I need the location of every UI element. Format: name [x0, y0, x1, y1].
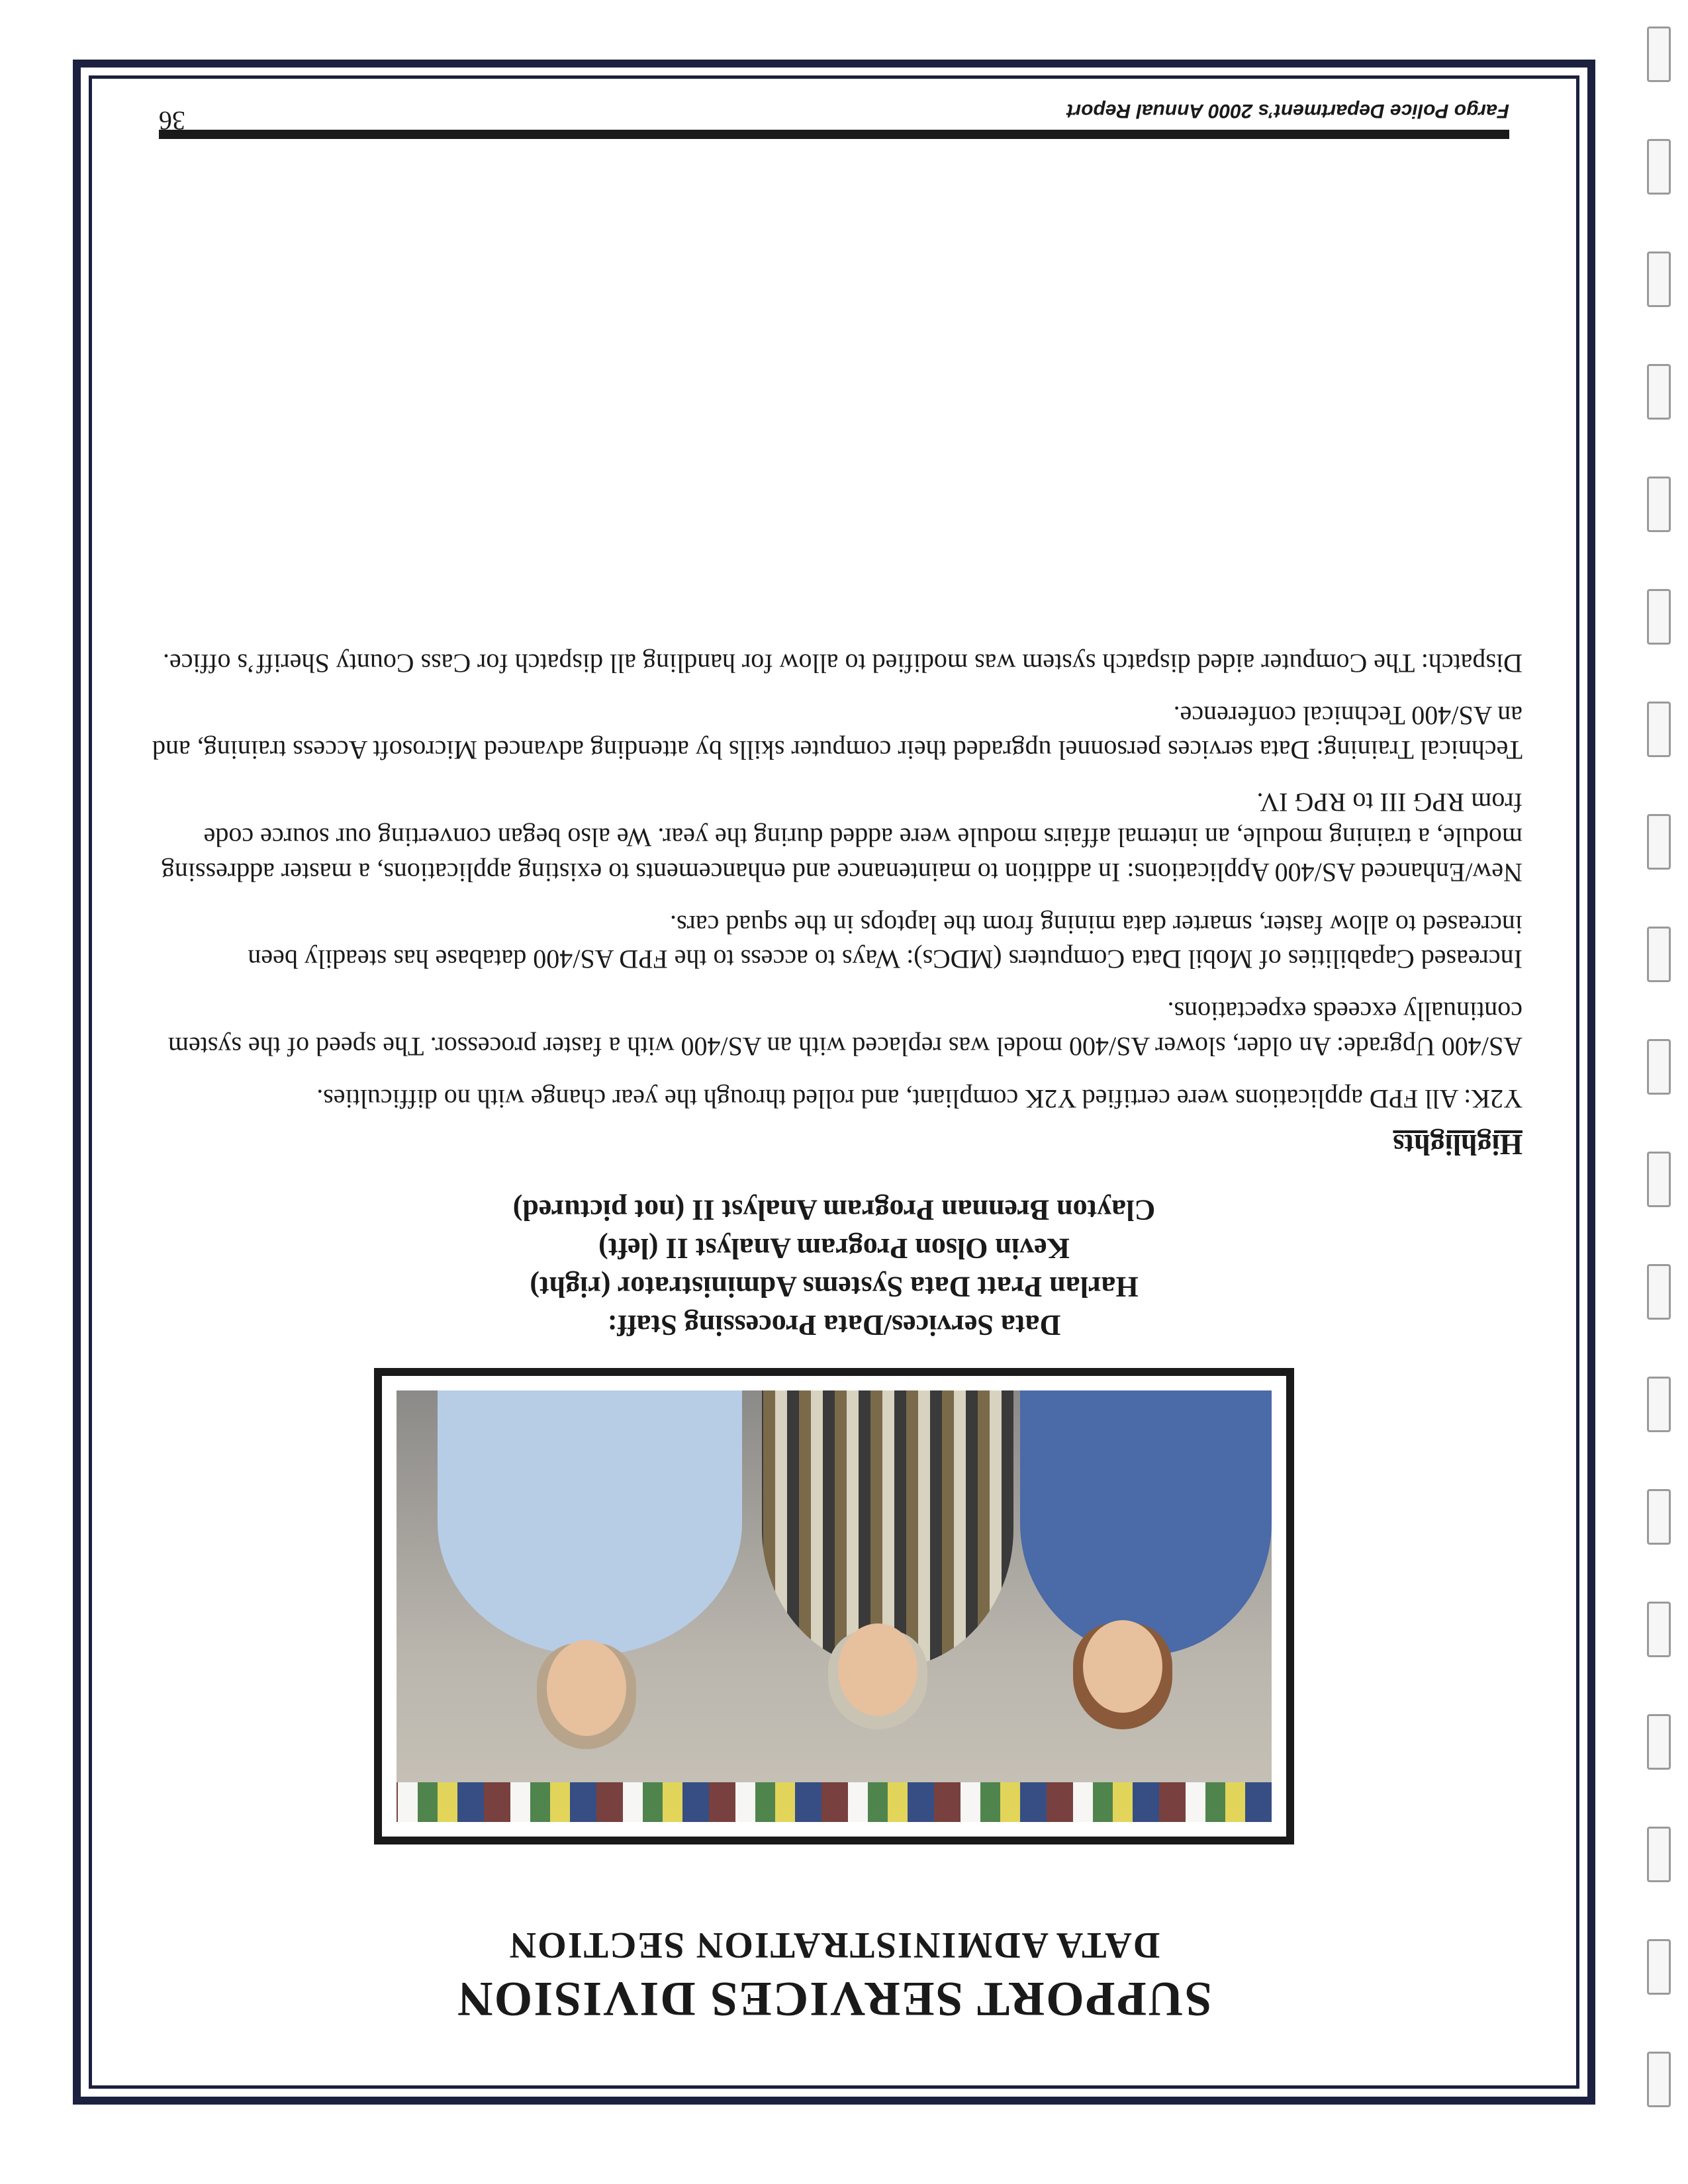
highlight-paragraph: Increased Capabilities of Mobil Data Computers (MDCs): Ways to access to the FPD AS/400 database has steadily been increased to allow faster, smarter data mining from the laptops in the squad cars.: [248, 909, 1523, 975]
footer-rule: [159, 130, 1509, 139]
section-title: DATA ADMINISTRATION SECTION: [508, 1924, 1160, 1966]
photo-caption: [146, 1191, 1523, 1344]
report-page: [73, 60, 1595, 2105]
photo-person-right-head: [547, 1640, 626, 1736]
binder-hole: [1647, 364, 1671, 420]
binder-hole: [1647, 1714, 1671, 1770]
highlights-heading: Highlights: [1393, 1128, 1523, 1161]
staff-photo: [397, 1390, 1272, 1822]
highlight-paragraph: Technical Training: Data services personnel upgraded their computer skills by attending advanced Microsoft Access training, and an AS/400 Technical conference.: [152, 700, 1523, 766]
binder-hole: [1647, 927, 1671, 982]
caption-line: Kevin Olson Program Analyst II (left): [598, 1232, 1070, 1265]
staff-photo-frame: [374, 1368, 1294, 1844]
binder-hole: [1647, 1827, 1671, 1882]
binder-hole: [1647, 1039, 1671, 1095]
footer-report-title: Fargo Police Department’s 2000 Annual Report: [1066, 100, 1509, 122]
caption-line: Harlan Pratt Data Systems Administrator (right): [530, 1270, 1139, 1303]
photo-person-middle-head: [838, 1623, 917, 1716]
highlight-paragraph: Dispatch: The Computer aided dispatch system was modified to allow for handling all dispatch for Cass County Sheriff’s office.: [162, 648, 1523, 678]
highlight-paragraph: New/Enhanced AS/400 Applications: In addition to maintenance and enhancements to existing applications, a master addressing module, a training module, an internal affairs module were added during the year. We also began converting our source code from RPG III to RPG IV.: [161, 788, 1523, 887]
binder-hole: [1647, 1602, 1671, 1657]
binder-hole: [1647, 1939, 1671, 1995]
photo-bookshelf: [397, 1782, 1272, 1822]
binder-hole: [1647, 589, 1671, 645]
highlight-paragraph: Y2K: All FPD applications were certified Y2K compliant, and rolled through the year change with no difficulties.: [316, 1083, 1523, 1114]
highlight-paragraph: AS/400 Upgrade: An older, slower AS/400 model was replaced with an AS/400 with a faster processor. The speed of the system continually exceeds expectations.: [167, 997, 1523, 1062]
photo-person-left-head: [1083, 1620, 1162, 1713]
page-content: [146, 99, 1523, 2025]
binder-hole: [1647, 251, 1671, 307]
binder-hole: [1647, 702, 1671, 757]
binder-hole: [1647, 1377, 1671, 1432]
photo-person-right: [438, 1390, 742, 1655]
binder-hole: [1647, 1152, 1671, 1207]
binder-hole: [1647, 1264, 1671, 1320]
binder-hole: [1647, 1489, 1671, 1545]
binder-hole: [1647, 814, 1671, 870]
binder-hole: [1647, 139, 1671, 195]
division-title: SUPPORT SERVICES DIVISION: [456, 1972, 1212, 2026]
page-footer: [159, 91, 1509, 139]
caption-heading: Data Services/Data Processing Staff:: [607, 1309, 1061, 1342]
binder-hole: [1647, 477, 1671, 532]
binder-hole: [1647, 2052, 1671, 2107]
page-number: 36: [159, 106, 185, 136]
photo-person-left: [1020, 1390, 1272, 1655]
caption-line: Clayton Brennan Program Analyst II (not pictured): [512, 1193, 1156, 1226]
binder-hole: [1647, 26, 1671, 82]
